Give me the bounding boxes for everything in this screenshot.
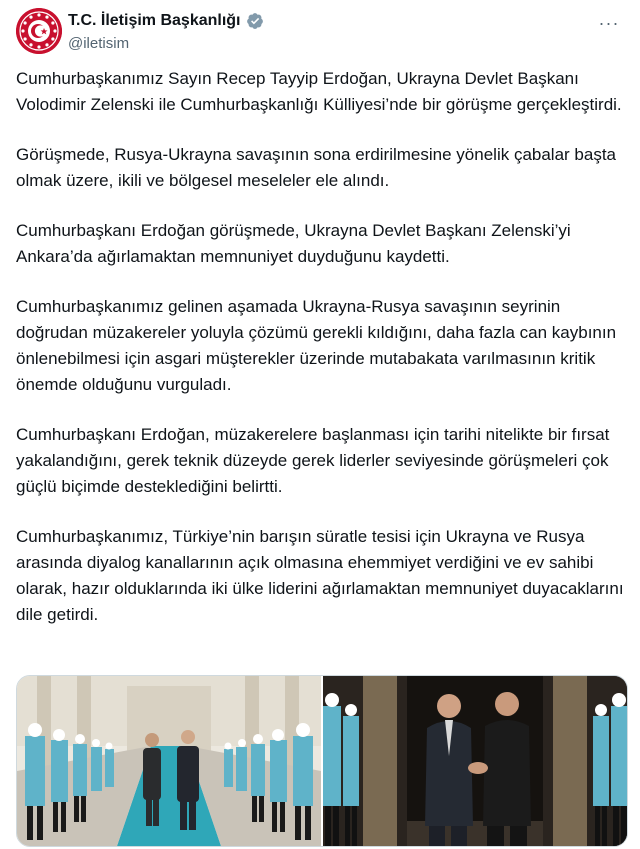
presidential-seal-icon: [16, 8, 62, 54]
verified-badge-icon: [246, 12, 264, 30]
tweet-paragraph: Cumhurbaşkanı Erdoğan görüşmede, Ukrayna Devlet Başkanı Zelenski’yi Ankara’da ağırlamaktan memnuniyet duyduğunu kaydetti.: [16, 221, 571, 266]
tweet-photo-ceremony[interactable]: [17, 676, 321, 846]
more-options-icon: ···: [598, 12, 620, 33]
tweet-paragraph: Görüşmede, Rusya-Ukrayna savaşının sona erdirilmesine yönelik çabalar başta olmak üzere, ikili ve bölgesel meseleler ele alındı.: [16, 145, 617, 190]
tweet-header: [16, 8, 624, 56]
tweet-photo-handshake[interactable]: [323, 676, 627, 846]
tweet-paragraph: Cumhurbaşkanımız, Türkiye’nin barışın süratle tesisi için Ukrayna ve Rusya arasında diyalog kanallarının açık olmasına ehemmiyet verdiğini ve ev sahibi olarak, hazır olduklarında iki ülke liderini ağırlamaktan memnuniyet duyacaklarını dile getirdi.: [16, 527, 624, 624]
tweet-text: [16, 66, 628, 652]
more-options-button[interactable]: [594, 8, 624, 38]
tweet-paragraph: Cumhurbaşkanımız Sayın Recep Tayyip Erdoğan, Ukrayna Devlet Başkanı Volodimir Zelenski ile Cumhurbaşkanlığı Külliyesi’nde bir görüşme gerçekleştirdi.: [16, 69, 622, 114]
display-name[interactable]: T.C. İletişim Başkanlığı: [68, 12, 241, 29]
account-names: [68, 10, 264, 52]
account-handle[interactable]: @iletisim: [68, 35, 130, 52]
tweet-paragraph: Cumhurbaşkanı Erdoğan, müzakerelere başlanması için tarihi nitelikte bir fırsat yakalandığını, gerek teknik düzeyde gerek liderler seviyesinde görüşmeleri çok güçlü biçimde desteklediğini belirtti.: [16, 425, 610, 496]
avatar[interactable]: [16, 8, 62, 54]
tweet-media: [16, 675, 628, 847]
tweet-paragraph: Cumhurbaşkanımız gelinen aşamada Ukrayna-Rusya savaşının seyrinin doğrudan müzakereler yoluyla çözümü gerekli kıldığını, daha fazla can kaybının önlenebilmesi için asgari müşterekler üzerinde mutabakata varılmasının kritik önemde olduğunu vurguladı.: [16, 297, 617, 394]
